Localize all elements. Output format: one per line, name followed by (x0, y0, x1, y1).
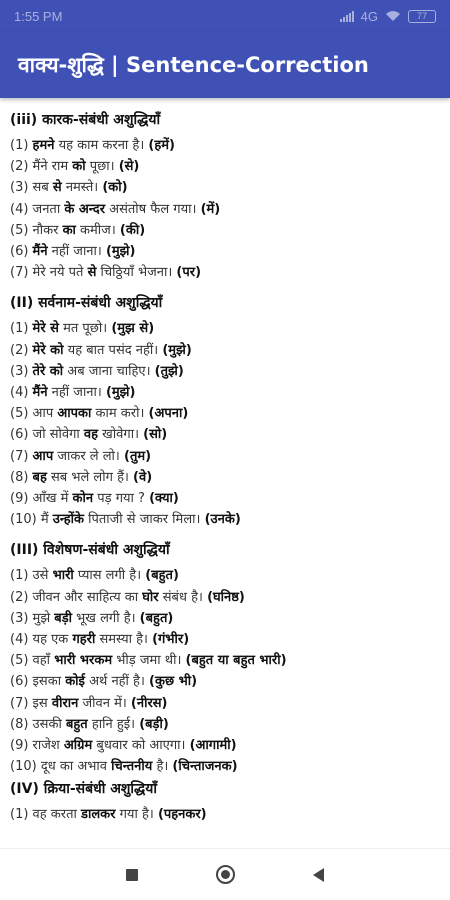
list-item (10, 177, 440, 198)
list-item (10, 199, 440, 220)
list-item (10, 587, 440, 608)
item-correction: (बड़ी) (139, 716, 169, 732)
item-correction: (उनके) (204, 512, 241, 528)
recent-apps-button[interactable] (86, 849, 179, 900)
navigation-bar (0, 848, 450, 900)
triangle-back-icon (313, 868, 324, 882)
item-error-word: को (72, 159, 86, 175)
item-text: (1) वह करता (10, 807, 82, 823)
section-title: (II) सर्वनाम-संबंधी अशुद्धियाँ (10, 295, 163, 312)
item-text: सब भले लोग हैं। (46, 469, 129, 485)
list-item (10, 241, 440, 262)
item-text: यह काम करना है। (54, 138, 145, 153)
item-error-word: चिन्तनीय (111, 759, 153, 775)
item-text: काम करो। (91, 406, 145, 422)
item-correction: (बहुत या बहुत भारी) (185, 653, 287, 669)
item-text: खोवेगा। (98, 427, 140, 443)
item-error-word: डालकर (81, 807, 116, 823)
section-title: (iii) कारक-संबंधी अशुद्धियाँ (10, 112, 161, 128)
item-text: (5) आप (10, 406, 58, 422)
item-text: (7) मेरे नये पते (10, 265, 88, 281)
list-item (10, 671, 440, 692)
item-correction: (क्या) (149, 491, 179, 507)
section-list (10, 804, 440, 825)
item-text: यह बात पसंद नहीं। (63, 342, 159, 358)
item-text: (6) (10, 244, 33, 260)
list-item (10, 693, 440, 714)
item-text: पिताजी से जाकर मिला। (84, 512, 201, 528)
item-text: (5) वहाँ (10, 653, 55, 669)
item-text: जीवन में। (78, 695, 127, 711)
item-text: (5) नौकर (10, 222, 63, 238)
item-correction: (हमें) (148, 138, 175, 153)
item-correction: (बहुत) (139, 610, 174, 626)
item-error-word: बहुत (65, 716, 88, 732)
item-text: समस्या है। (95, 632, 148, 648)
item-error-word: गहरी (72, 632, 96, 648)
item-text: अर्थ नहीं है। (84, 674, 145, 690)
item-error-word: वीरान (51, 695, 79, 711)
section-list (10, 565, 440, 777)
list-item (10, 714, 440, 735)
item-error-word: आपका (57, 406, 92, 422)
app-title: वाक्य-शुद्धि | Sentence-Correction (18, 53, 369, 77)
network-type: 4G (360, 8, 378, 24)
list-item (10, 804, 440, 825)
home-button[interactable] (179, 849, 272, 900)
list-item (10, 565, 440, 586)
item-error-word: कोन (72, 491, 94, 507)
item-text: कमीज। (75, 222, 116, 238)
status-icons (340, 9, 436, 24)
item-text: (2) जीवन और साहित्य का (10, 589, 143, 605)
signal-icon (340, 11, 354, 22)
item-text: गया है। (115, 807, 154, 823)
item-text: (3) सब (10, 180, 53, 196)
item-correction: (आगामी) (189, 738, 237, 754)
wifi-icon (385, 10, 401, 22)
list-item (10, 403, 440, 424)
item-text: (10) मैं (10, 512, 53, 528)
item-correction: (पहनकर) (157, 807, 207, 823)
item-text: (8) (10, 469, 33, 485)
list-item (10, 318, 440, 339)
item-text: हानि हुई। (87, 716, 136, 732)
item-correction: (को) (102, 180, 128, 196)
list-item (10, 509, 440, 530)
item-correction: (पर) (176, 265, 202, 281)
section-list (10, 135, 440, 283)
list-item (10, 156, 440, 177)
item-text: चिठ्ठियाँ भेजना। (96, 265, 173, 281)
item-text: संबंध है। (158, 589, 203, 605)
item-text: (3) (10, 363, 33, 379)
item-error-word: बह (32, 469, 47, 485)
item-text: (4) (10, 385, 33, 401)
item-correction: (घनिष्ठ) (207, 589, 245, 605)
list-item (10, 382, 440, 403)
item-correction: (चिन्ताजनक) (172, 759, 238, 775)
item-text: (6) इसका (10, 674, 66, 690)
section-title: (III) विशेषण-संबंधी अशुद्धियाँ (10, 542, 170, 559)
list-item (10, 361, 440, 382)
item-error-word: वह (83, 427, 99, 443)
item-text: पूछा। (85, 159, 115, 175)
square-icon (126, 869, 138, 881)
item-error-word: भारी (52, 568, 74, 584)
list-item (10, 262, 440, 283)
item-correction: (अपना) (148, 406, 189, 422)
item-text: पड़ गया ? (93, 491, 145, 507)
circle-icon (216, 865, 235, 884)
item-error-word: भारी भरकम (54, 653, 113, 669)
item-correction: (की) (119, 222, 146, 238)
item-text: (7) (10, 448, 33, 464)
item-text: जाकर ले लो। (53, 448, 120, 464)
app-bar (0, 32, 450, 98)
item-text: नहीं जाना। (47, 244, 102, 260)
item-error-word: के अन्दर (64, 201, 106, 217)
item-text: (8) उसकी (10, 716, 66, 732)
item-correction: (कुछ भी) (149, 674, 198, 690)
item-text: है। (152, 759, 169, 775)
item-text: (3) मुझे (10, 610, 55, 626)
item-text: (2) (10, 342, 33, 358)
item-correction: (नीरस) (130, 695, 168, 711)
item-text: (4) यह एक (10, 632, 73, 648)
item-text: (7) इस (10, 695, 52, 711)
back-button[interactable] (272, 849, 365, 900)
item-correction: (मुझे) (105, 385, 136, 401)
item-correction: (मुझे) (162, 342, 192, 358)
item-error-word: तेरे को (32, 363, 64, 379)
item-text: (1) (10, 138, 33, 153)
content-scroll-area[interactable] (0, 98, 450, 848)
item-error-word: आप (32, 448, 54, 464)
item-text: नमस्ते। (61, 180, 99, 196)
item-text: (10) दूध का अभाव (10, 759, 112, 775)
item-error-word: मैंने (32, 385, 48, 401)
item-error-word: से (52, 180, 62, 196)
item-correction: (गंभीर) (152, 632, 190, 648)
item-text: (1) (10, 321, 33, 337)
item-correction: (मुझ से) (111, 321, 155, 337)
list-item (10, 467, 440, 488)
item-text: भूख लगी है। (72, 610, 136, 626)
list-item (10, 735, 440, 756)
status-time: 1:55 PM (14, 8, 63, 24)
item-text: प्यास लगी है। (73, 568, 142, 584)
status-bar (0, 0, 450, 32)
item-error-word: घोर (142, 589, 159, 605)
list-item (10, 488, 440, 509)
section-title: (IV) क्रिया-संबंधी अशुद्धियाँ (10, 781, 157, 798)
list-item (10, 340, 440, 361)
item-correction: (सो) (143, 427, 168, 443)
item-error-word: मैंने (32, 244, 48, 260)
item-correction: (मुझे) (105, 244, 136, 260)
list-item (10, 608, 440, 629)
item-error-word: का (62, 222, 76, 238)
item-correction: (से) (118, 159, 140, 175)
item-text: (4) जनता (10, 201, 65, 217)
item-text: (9) राजेश (10, 738, 64, 754)
item-text: अब जाना चाहिए। (63, 363, 151, 379)
list-item (10, 424, 440, 445)
list-item (10, 650, 440, 671)
item-text: नहीं जाना। (47, 385, 102, 401)
list-item (10, 756, 440, 777)
battery-icon: 77 (408, 10, 436, 23)
item-text: भीड़ जमा थी। (112, 653, 182, 669)
item-text: (2) मैंने राम (10, 159, 73, 175)
item-text: (1) उसे (10, 568, 53, 584)
item-error-word: मेरे को (32, 342, 64, 358)
list-item (10, 446, 440, 467)
item-error-word: से (87, 265, 97, 281)
list-item (10, 629, 440, 650)
list-item (10, 135, 440, 156)
list-item (10, 220, 440, 241)
item-text: (9) आँख में (10, 491, 73, 507)
item-text: असंतोष फैल गया। (105, 201, 197, 217)
item-error-word: कोई (65, 674, 85, 690)
item-error-word: मेरे से (32, 321, 59, 337)
item-correction: (वे) (133, 469, 153, 485)
item-error-word: हमने (32, 138, 55, 153)
item-correction: (तुम) (124, 448, 152, 464)
item-error-word: अग्रिम (63, 738, 93, 754)
item-text: बुधवार को आएगा। (92, 738, 186, 754)
item-text: मत पूछो। (58, 321, 108, 337)
item-correction: (तुझे) (154, 363, 184, 379)
item-text: (6) जो सोवेगा (10, 427, 84, 443)
item-error-word: बड़ी (54, 610, 73, 626)
item-error-word: उन्होंके (52, 512, 84, 528)
item-correction: (में) (200, 201, 221, 217)
section-list (10, 318, 440, 530)
item-correction: (बहुत) (145, 568, 179, 584)
